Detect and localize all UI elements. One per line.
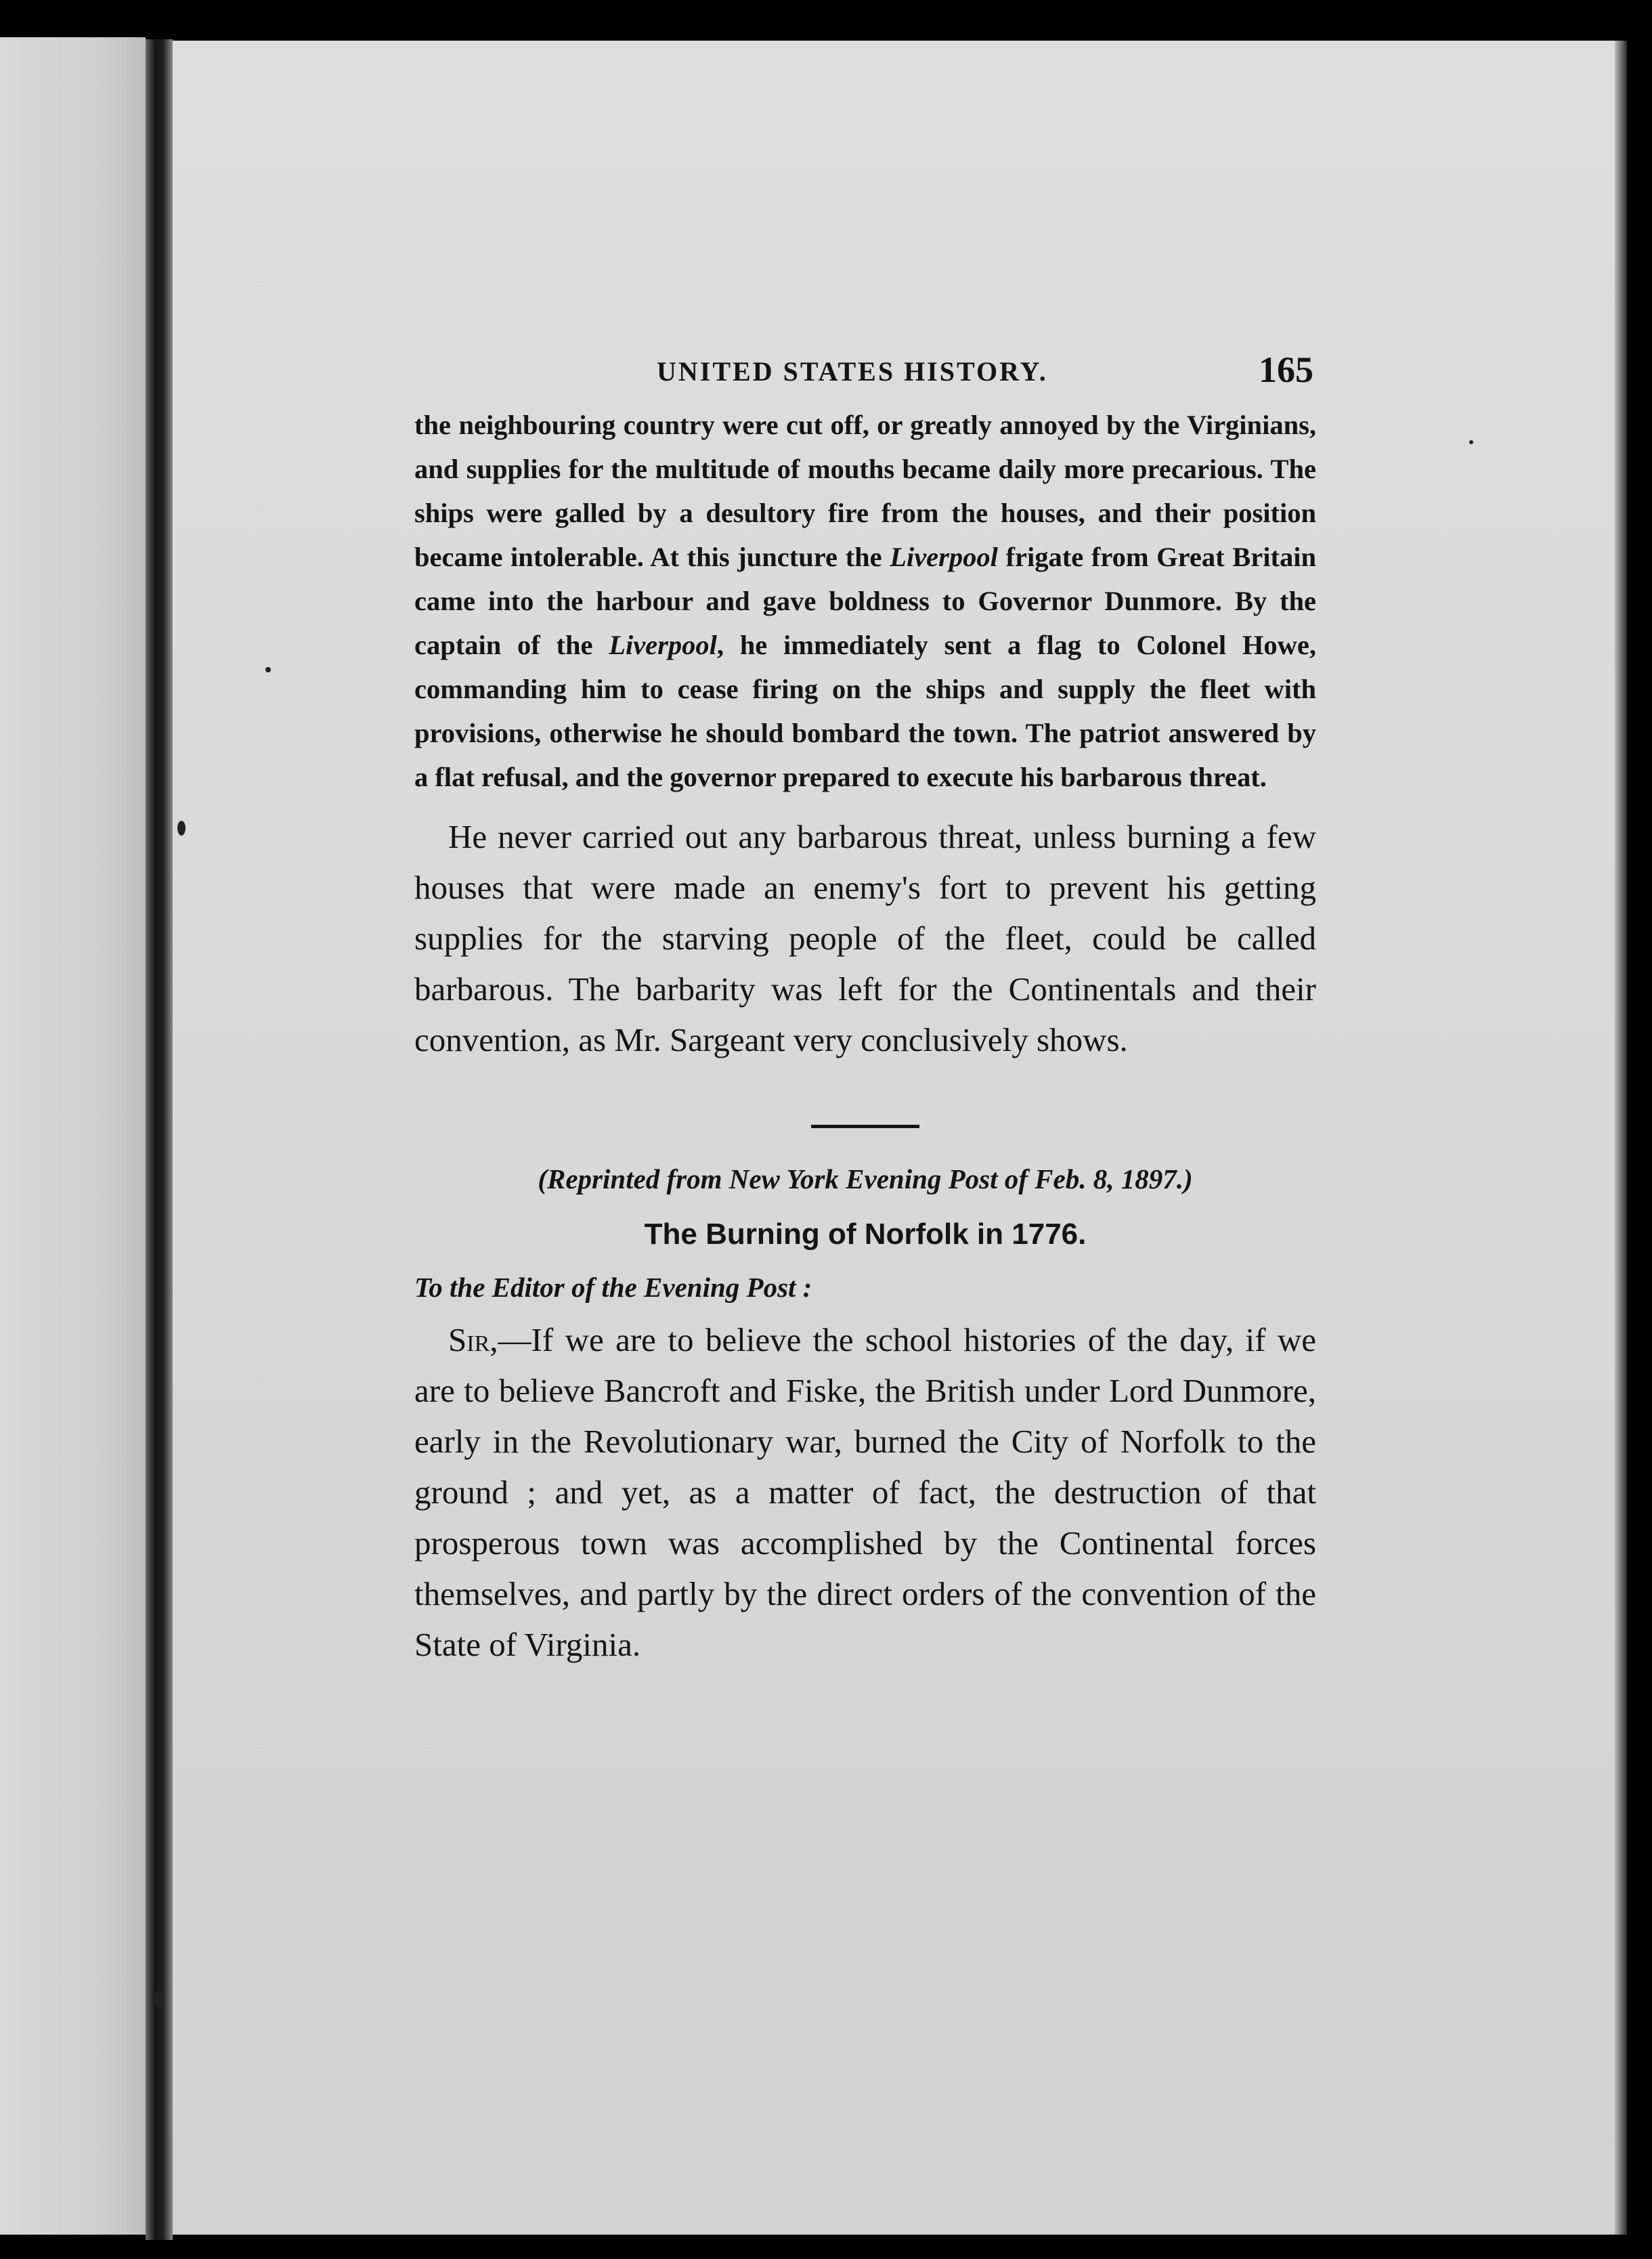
running-title: UNITED STATES HISTORY. (657, 356, 1048, 387)
letter-opening: Sir, (448, 1321, 498, 1358)
page-number: 165 (1259, 349, 1313, 390)
right-page-edge (1615, 41, 1627, 2235)
scan-speck (265, 667, 271, 672)
running-header (414, 342, 1316, 403)
commentary-paragraph: He never carried out any barbarous threat, unless burning a few houses that were made an enemy's fort to prevent his getting supplies for the starving people of the fleet, could be called barbarous. The barbarity was left for the Continentals and their convention, as Mr. Sargeant very conclusively shows. (414, 818, 1316, 1058)
letter-body: —If we are to believe the school histories of the day, if we are to believe Bancroft and Fiske, the British under Lord Dunmore, early in the Revolutionary war, burned the City of Norfolk to the ground ; and yet, as a matter of fact, the destruction of that prosperous town was accomplished by the Continental forces themselves, and partly by the direct orders of the convention of the State of Virginia. (414, 1321, 1316, 1663)
quoted-text-part2: frigate from Great Britain came into the harbour and gave boldness to Governor Dunmore. By the captain of the (414, 542, 1316, 660)
quoted-paragraph (414, 403, 1316, 799)
left-page-edge (0, 37, 146, 2235)
salutation: To the Editor of the Evening Post : (414, 1272, 812, 1303)
quoted-text-part3: , he immediately sent a flag to Colonel Howe, commanding him to cease firing on the ships and supply the fleet with provisions, otherwise he should bombard the town. The patriot answered by a flat refusal, and the governor prepared to execute his barbarous threat. (414, 630, 1316, 792)
ship-name: Liverpool (890, 542, 998, 572)
book-gutter (146, 39, 173, 2240)
scan-speck (1469, 440, 1473, 444)
page-text (414, 342, 1316, 1670)
scan-speck (177, 821, 186, 836)
letter-paragraph (414, 1314, 1316, 1670)
reprint-note: (Reprinted from New York Evening Post of Feb. 8, 1897.) (538, 1163, 1193, 1195)
section-divider (811, 1125, 919, 1128)
ship-name: Liverpool (609, 630, 717, 660)
quoted-text-part1: the neighbouring country were cut off, or greatly annoyed by the Virginians, and supplies for the multitude of mouths became daily more precarious. The ships were galled by a desultory fire from the houses, and their position became intolerable. At this juncture the (414, 410, 1316, 572)
article-title: The Burning of Norfolk in 1776. (644, 1218, 1087, 1251)
scan-speck (154, 1991, 162, 2008)
